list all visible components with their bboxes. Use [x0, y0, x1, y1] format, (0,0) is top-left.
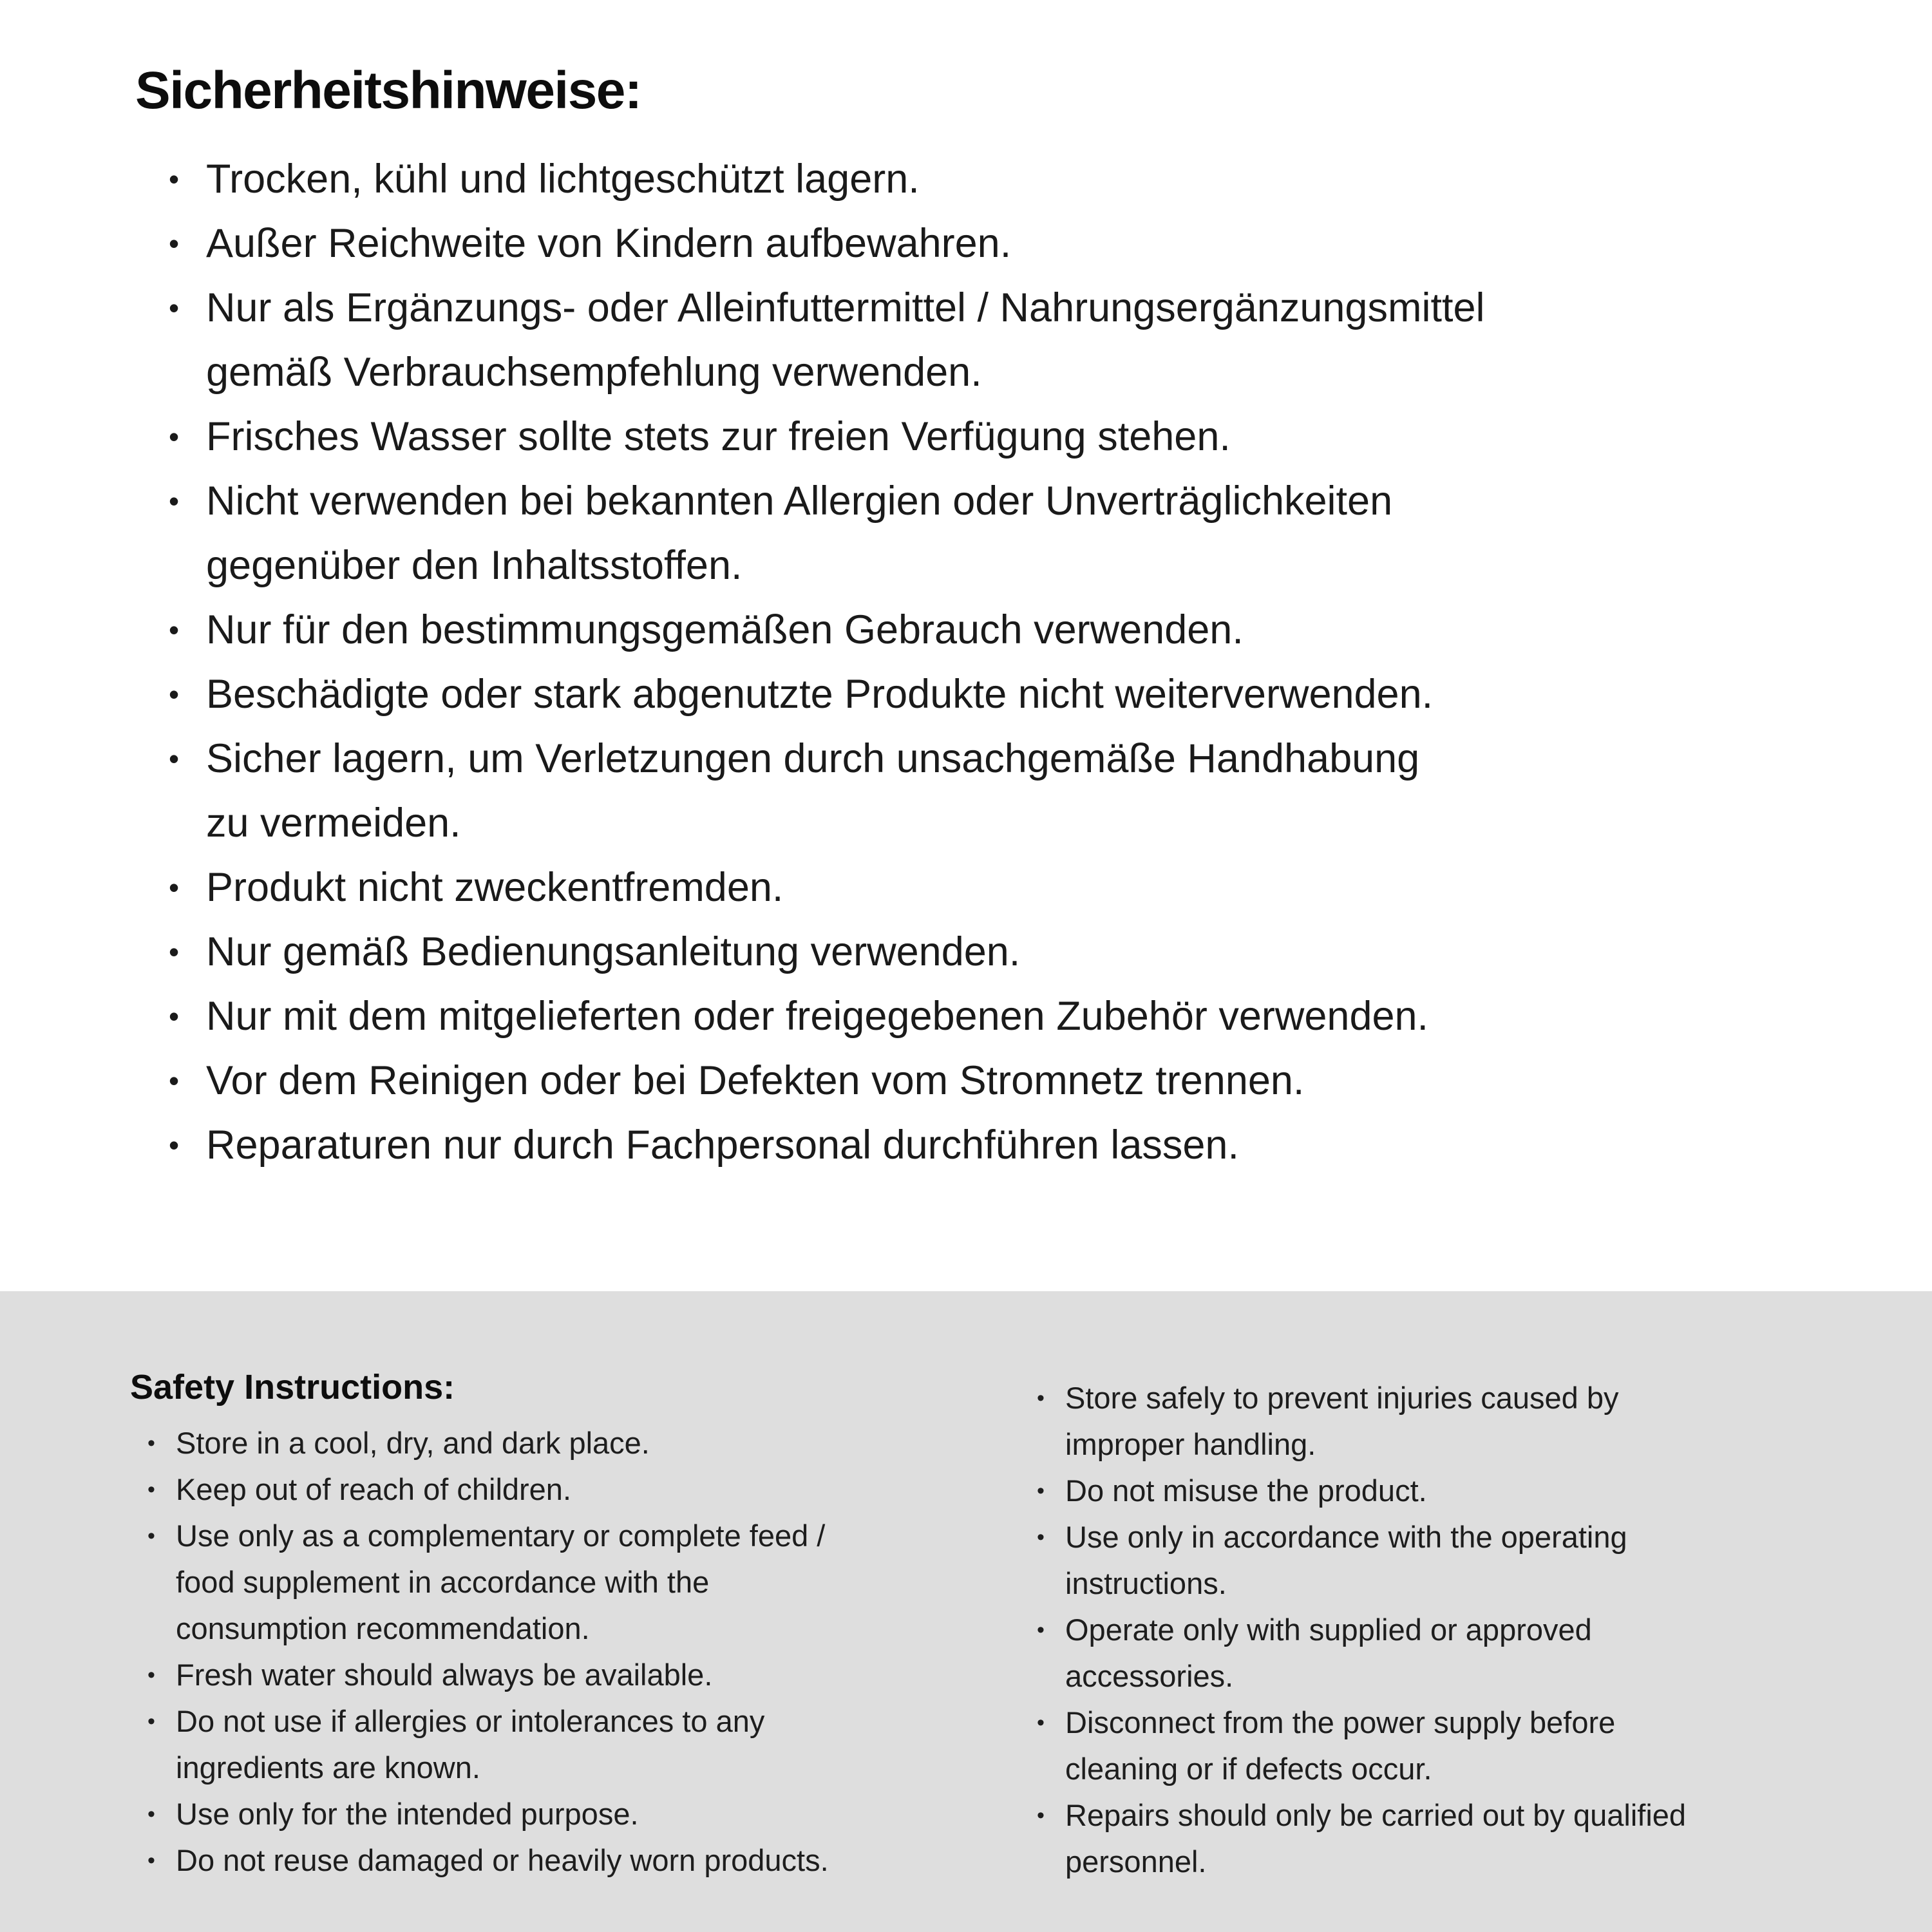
text-line: Reparaturen nur durch Fachpersonal durchführen lassen.: [206, 1122, 1239, 1168]
de-item-8: [169, 855, 1484, 920]
bullet-icon: •: [1037, 1618, 1045, 1642]
text-line: Außer Reichweite von Kindern aufbewahren.: [206, 221, 1012, 266]
text-line: Trocken, kühl und lichtgeschützt lagern.: [206, 156, 920, 202]
de-item-9: [169, 920, 1484, 984]
text-line: Fresh water should always be available.: [176, 1658, 713, 1692]
german-safety-list: [169, 147, 1484, 1177]
de-item-0: [169, 147, 1484, 211]
bullet-icon: •: [169, 1128, 180, 1162]
de-item-6: [169, 662, 1484, 726]
bullet-icon: •: [147, 1802, 155, 1826]
bullet-icon: •: [169, 420, 180, 453]
bullet-icon: •: [147, 1477, 155, 1502]
text-line: consumption recommendation.: [176, 1611, 590, 1645]
text-line: Repairs should only be carried out by qualified: [1065, 1798, 1687, 1832]
bullet-icon: •: [169, 935, 180, 969]
text-line: cleaning or if defects occur.: [1065, 1752, 1432, 1786]
text-line: food supplement in accordance with the: [176, 1565, 710, 1599]
bullet-icon: •: [169, 484, 180, 518]
de-item-12: [169, 1113, 1484, 1177]
text-line: ingredients are known.: [176, 1750, 480, 1785]
text-line: gemäß Verbrauchsempfehlung verwenden.: [206, 350, 982, 395]
text-line: Vor dem Reinigen oder bei Defekten vom Stromnetz trennen.: [206, 1058, 1305, 1103]
en-left-item-5: [147, 1791, 1023, 1837]
text-line: Store in a cool, dry, and dark place.: [176, 1426, 650, 1460]
text-line: zu vermeiden.: [206, 800, 461, 846]
bullet-icon: •: [1037, 1525, 1045, 1549]
bullet-icon: •: [169, 871, 180, 904]
bullet-icon: •: [169, 227, 180, 260]
de-item-2: [169, 276, 1484, 404]
text-line: Use only for the intended purpose.: [176, 1797, 639, 1831]
text-line: Do not use if allergies or intolerances to any: [176, 1704, 765, 1738]
bullet-icon: •: [1037, 1710, 1045, 1735]
bullet-icon: •: [169, 291, 180, 325]
text-line: Do not misuse the product.: [1065, 1473, 1427, 1508]
text-line: Use only in accordance with the operating: [1065, 1520, 1627, 1554]
bullet-icon: •: [147, 1848, 155, 1873]
de-item-3: [169, 404, 1484, 469]
bullet-icon: •: [147, 1524, 155, 1548]
text-line: Operate only with supplied or approved: [1065, 1613, 1592, 1647]
bullet-icon: •: [147, 1431, 155, 1455]
text-line: Produkt nicht zweckentfremden.: [206, 865, 784, 910]
en-right-item-1: [1037, 1468, 1900, 1514]
de-item-5: [169, 598, 1484, 662]
text-line: Beschädigte oder stark abgenutzte Produkte nicht weiterverwenden.: [206, 672, 1434, 717]
english-safety-list-right: [1037, 1375, 1900, 1885]
text-line: improper handling.: [1065, 1427, 1316, 1461]
english-safety-list-left: [147, 1420, 1023, 1884]
text-line: Nur gemäß Bedienungsanleitung verwenden.: [206, 929, 1021, 974]
text-line: personnel.: [1065, 1844, 1207, 1879]
text-line: Nur als Ergänzungs- oder Alleinfuttermittel / Nahrungsergänzungsmittel: [206, 285, 1485, 330]
en-left-item-1: [147, 1466, 1023, 1513]
bullet-icon: •: [169, 162, 180, 196]
text-line: Nur mit dem mitgelieferten oder freigegebenen Zubehör verwenden.: [206, 994, 1429, 1039]
en-right-item-3: [1037, 1607, 1900, 1700]
bullet-icon: •: [169, 999, 180, 1033]
text-line: Disconnect from the power supply before: [1065, 1705, 1616, 1739]
bullet-icon: •: [1037, 1386, 1045, 1410]
en-right-item-2: [1037, 1514, 1900, 1607]
de-item-4: [169, 469, 1484, 598]
bullet-icon: •: [1037, 1479, 1045, 1503]
text-line: Keep out of reach of children.: [176, 1472, 572, 1506]
text-line: Nicht verwenden bei bekannten Allergien oder Unverträglichkeiten: [206, 478, 1393, 524]
bullet-icon: •: [169, 613, 180, 647]
bullet-icon: •: [169, 677, 180, 711]
text-line: accessories.: [1065, 1659, 1234, 1693]
en-right-item-5: [1037, 1792, 1900, 1885]
text-line: Store safely to prevent injuries caused by: [1065, 1381, 1619, 1415]
english-section-heading: Safety Instructions:: [130, 1368, 455, 1406]
en-left-item-4: [147, 1698, 1023, 1791]
bullet-icon: •: [147, 1663, 155, 1687]
de-item-1: [169, 211, 1484, 276]
english-safety-section: [0, 1291, 1932, 1932]
german-section-heading: Sicherheitshinweise:: [135, 61, 641, 120]
bullet-icon: •: [147, 1709, 155, 1734]
en-left-item-6: [147, 1837, 1023, 1884]
de-item-7: [169, 726, 1484, 855]
bullet-icon: •: [1037, 1803, 1045, 1828]
text-line: instructions.: [1065, 1566, 1227, 1600]
de-item-10: [169, 984, 1484, 1048]
text-line: Sicher lagern, um Verletzungen durch unsachgemäße Handhabung: [206, 736, 1420, 781]
en-right-item-4: [1037, 1700, 1900, 1792]
text-line: gegenüber den Inhaltsstoffen.: [206, 543, 743, 588]
text-line: Do not reuse damaged or heavily worn products.: [176, 1843, 829, 1877]
en-left-item-0: [147, 1420, 1023, 1466]
text-line: Use only as a complementary or complete feed /: [176, 1519, 826, 1553]
text-line: Nur für den bestimmungsgemäßen Gebrauch verwenden.: [206, 607, 1244, 652]
text-line: Frisches Wasser sollte stets zur freien Verfügung stehen.: [206, 414, 1231, 459]
de-item-11: [169, 1048, 1484, 1113]
bullet-icon: •: [169, 1064, 180, 1097]
bullet-icon: •: [169, 742, 180, 775]
en-left-item-2: [147, 1513, 1023, 1652]
en-right-item-0: [1037, 1375, 1900, 1468]
en-left-item-3: [147, 1652, 1023, 1698]
